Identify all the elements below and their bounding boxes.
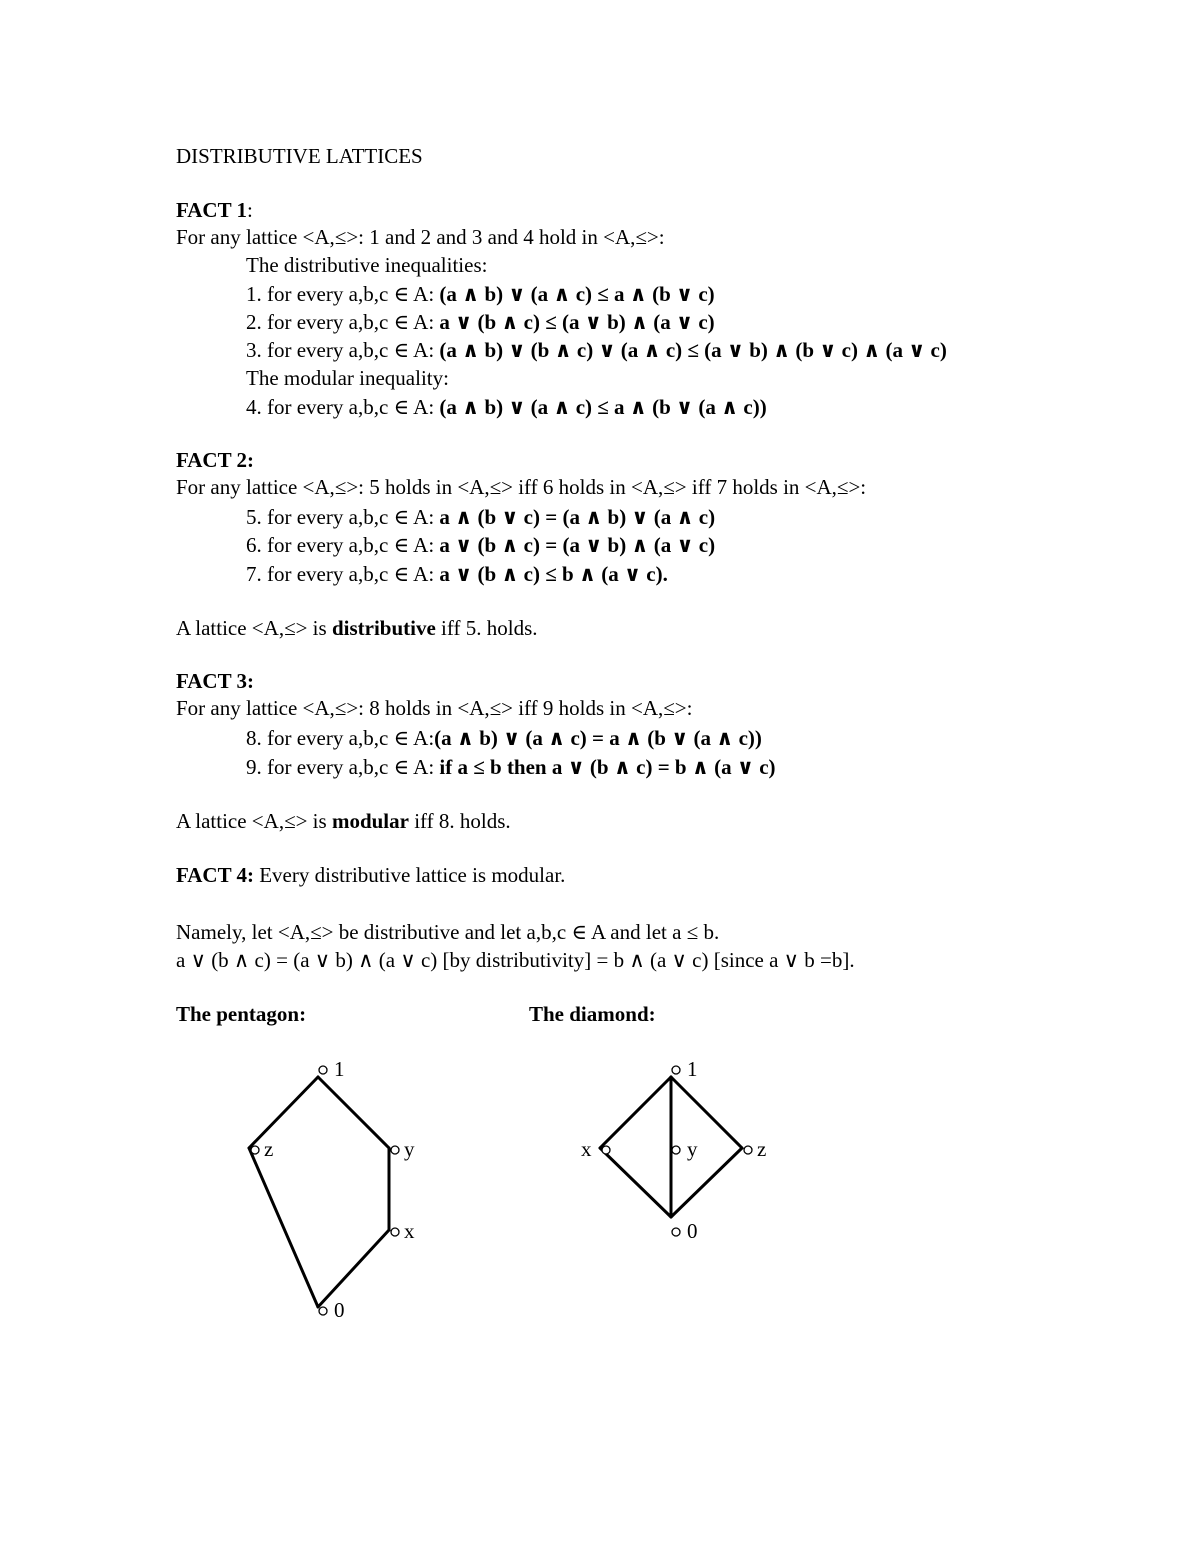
item-formula: a ∨ (b ∧ c) ≤ (a ∨ b) ∧ (a ∨ c)	[439, 310, 715, 334]
fact2-intro: For any lattice <A,≤>: 5 holds in <A,≤> iff 6 holds in <A,≤> iff 7 holds in <A,≤>:	[176, 475, 867, 499]
item-prefix: 7. for every a,b,c ∈ A:	[246, 562, 440, 586]
diamond-label-1: 1	[687, 1057, 698, 1081]
def-post: iff 5. holds.	[435, 616, 538, 640]
def-term: modular	[331, 809, 409, 833]
pentagon-node-y	[391, 1146, 399, 1154]
item-formula: (a ∧ b) ∨ (a ∧ c) ≤ a ∧ (b ∨ (a ∧ c))	[439, 395, 767, 419]
def-pre: A lattice <A,≤> is	[176, 809, 332, 833]
item-formula: a ∨ (b ∧ c) = (a ∨ b) ∧ (a ∨ c)	[439, 533, 716, 557]
pentagon-heading: The pentagon:	[176, 1002, 307, 1026]
item-prefix: 6. for every a,b,c ∈ A:	[246, 533, 440, 557]
diamond-edge-1-x	[600, 1077, 671, 1148]
diamond-node-x	[602, 1146, 610, 1154]
item-formula: (a ∧ b) ∨ (a ∧ c) ≤ a ∧ (b ∨ c)	[439, 282, 715, 306]
diamond-node-z	[744, 1146, 752, 1154]
item-prefix: 2. for every a,b,c ∈ A:	[246, 310, 440, 334]
fact4-text: Every distributive lattice is modular.	[253, 863, 566, 887]
fact1-heading: FACT 1	[176, 198, 247, 222]
item-formula: if a ≤ b then a ∨ (b ∧ c) = b ∧ (a ∨ c)	[439, 755, 776, 779]
fact4-heading: FACT 4:	[176, 863, 254, 887]
page-title: DISTRIBUTIVE LATTICES	[176, 144, 423, 168]
pentagon-label-x: x	[404, 1219, 415, 1243]
diamond-label-0: 0	[687, 1219, 698, 1243]
def-post: iff 8. holds.	[408, 809, 511, 833]
item-formula: (a ∧ b) ∨ (b ∧ c) ∨ (a ∧ c) ≤ (a ∨ b) ∧ (b ∨ c) ∧ (a ∨ c)	[439, 338, 947, 362]
diamond-label-x: x	[581, 1137, 592, 1161]
def-pre: A lattice <A,≤> is	[176, 616, 332, 640]
pentagon-label-1: 1	[334, 1057, 345, 1081]
pentagon-node-1	[319, 1066, 327, 1074]
distributive-inequalities-label: The distributive inequalities:	[246, 253, 488, 277]
pentagon-edge-1-y	[318, 1077, 389, 1148]
diamond-label-z: z	[757, 1137, 767, 1161]
pentagon-diagram	[249, 1077, 389, 1307]
pentagon-label-0: 0	[334, 1298, 345, 1322]
pentagon-node-x	[391, 1228, 399, 1236]
item-prefix: 9. for every a,b,c ∈ A:	[246, 755, 440, 779]
def-term: distributive	[331, 616, 436, 640]
fact2-heading: FACT 2:	[176, 448, 254, 472]
diamond-edge-x-0	[600, 1148, 671, 1217]
item-formula: (a ∧ b) ∨ (a ∧ c) = a ∧ (b ∨ (a ∧ c))	[434, 726, 762, 750]
diamond-node-1	[672, 1066, 680, 1074]
diamond-node-0	[672, 1228, 680, 1236]
item-formula: a ∨ (b ∧ c) ≤ b ∧ (a ∨ c).	[439, 562, 668, 586]
item-prefix: 5. for every a,b,c ∈ A:	[246, 505, 440, 529]
pentagon-node-z	[251, 1146, 259, 1154]
fact3-heading: FACT 3:	[176, 669, 254, 693]
pentagon-edge-x-0	[318, 1230, 389, 1307]
pentagon-nodes	[251, 1066, 399, 1315]
pentagon-node-0	[319, 1307, 327, 1315]
diamond-edge-z-0	[671, 1148, 742, 1217]
proof-line-2: a ∨ (b ∧ c) = (a ∨ b) ∧ (a ∨ c) [by distributivity] = b ∧ (a ∨ c) [since a ∨ b =b].	[176, 948, 855, 972]
diamond-heading: The diamond:	[529, 1002, 656, 1026]
item-formula: a ∧ (b ∨ c) = (a ∧ b) ∨ (a ∧ c)	[439, 505, 716, 529]
pentagon-label-y: y	[404, 1137, 415, 1161]
item-prefix: 4. for every a,b,c ∈ A:	[246, 395, 440, 419]
pentagon-label-z: z	[264, 1137, 274, 1161]
diamond-node-y	[672, 1146, 680, 1154]
pentagon-edge-1-z	[249, 1077, 318, 1148]
diamond-diagram	[600, 1077, 742, 1217]
item-prefix: 3. for every a,b,c ∈ A:	[246, 338, 440, 362]
item-prefix: 1. for every a,b,c ∈ A:	[246, 282, 440, 306]
item-prefix: 8. for every a,b,c ∈ A:	[246, 726, 435, 750]
modular-inequality-label: The modular inequality:	[246, 366, 449, 390]
diamond-label-y: y	[687, 1137, 698, 1161]
diamond-edge-1-z	[671, 1077, 742, 1148]
proof-line-1: Namely, let <A,≤> be distributive and let a,b,c ∈ A and let a ≤ b.	[176, 920, 720, 944]
fact1-intro: For any lattice <A,≤>: 1 and 2 and 3 and 4 hold in <A,≤>:	[176, 225, 665, 249]
pentagon-edge-z-0	[249, 1148, 318, 1307]
fact3-intro: For any lattice <A,≤>: 8 holds in <A,≤> iff 9 holds in <A,≤>:	[176, 696, 693, 720]
fact1-colon: :	[246, 198, 253, 222]
